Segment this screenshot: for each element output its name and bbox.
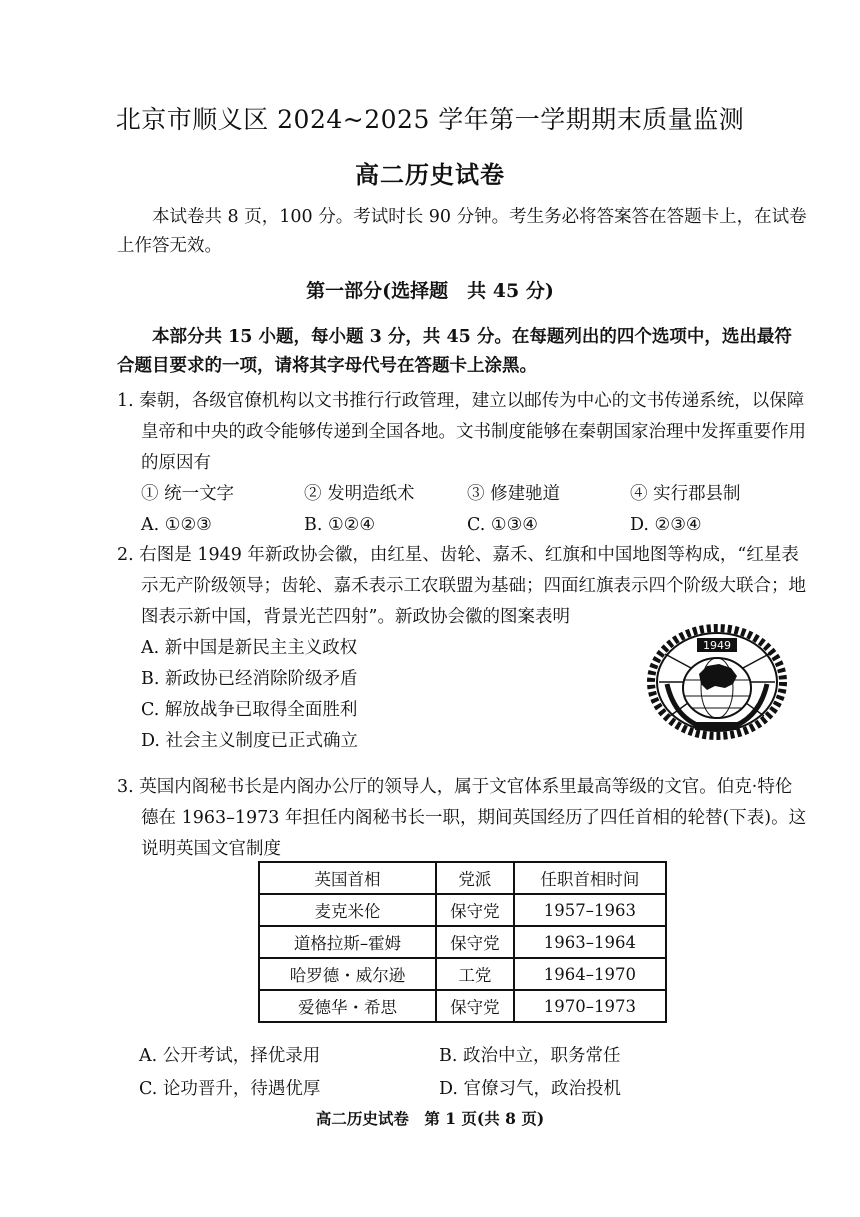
table-row	[259, 958, 666, 990]
question-1-option-d: D. ②③④	[630, 515, 702, 535]
table-header-row	[259, 862, 666, 894]
question-1-item: ② 发明造纸术	[304, 484, 415, 504]
table-cell: 1957–1963	[514, 894, 666, 926]
part-description: 本部分共 15 小题，每小题 3 分，共 45 分。在每题列出的四个选项中，选出最符合题目要求的一项，请将其字母代号在答题卡上涂黑。	[117, 327, 792, 376]
question-1-items	[117, 479, 807, 510]
question-3-option-c: C. 论功晋升，待遇优厚	[139, 1079, 321, 1099]
table-cell: 哈罗德・威尔逊	[259, 958, 436, 990]
question-3-text: 3. 英国内阁秘书长是内阁办公厅的领导人，属于文官体系里最高等级的文官。伯克·特伦德在 1963–1973 年担任内阁秘书长一职，期间英国经历了四任首相的轮替(下表)。这说明英国文官制度	[117, 777, 807, 859]
question-3-option-d: D. 官僚习气，政治投机	[439, 1079, 622, 1099]
question-3	[117, 772, 807, 865]
exam-title: 北京市顺义区 2024~2025 学年第一学期期末质量监测	[115, 105, 745, 134]
question-1-option-c: C. ①③④	[467, 515, 538, 535]
table-cell: 1964–1970	[514, 958, 666, 990]
question-3-options	[139, 1040, 739, 1106]
question-1-options	[117, 510, 807, 541]
exam-subtitle: 高二历史试卷	[355, 160, 505, 189]
part-title: 第一部分(选择题 共 45 分)	[306, 280, 554, 302]
table-cell: 道格拉斯–霍姆	[259, 926, 436, 958]
table-header: 任职首相时间	[514, 862, 666, 894]
prime-minister-table	[258, 861, 667, 1023]
question-1-option-b: B. ①②④	[304, 515, 376, 535]
table-cell: 1963–1964	[514, 926, 666, 958]
question-2-option-b: B. 新政协已经消除阶级矛盾	[141, 669, 358, 689]
table-row	[259, 990, 666, 1022]
page-footer: 高二历史试卷 第 1 页(共 8 页)	[315, 1109, 545, 1128]
table-cell: 保守党	[436, 894, 514, 926]
question-1-option-a: A. ①②③	[141, 515, 212, 535]
question-3-option-a: A. 公开考试，择优录用	[139, 1046, 321, 1066]
question-1-item: ① 统一文字	[141, 484, 235, 504]
question-1-item: ④ 实行郡县制	[630, 484, 741, 504]
table-row	[259, 926, 666, 958]
table-cell: 麦克米伦	[259, 894, 436, 926]
table-cell: 爱德华・希思	[259, 990, 436, 1022]
question-1-item: ③ 修建驰道	[467, 484, 561, 504]
table-cell: 工党	[436, 958, 514, 990]
emblem-year-label: 1949	[703, 639, 731, 652]
question-2-option-d: D. 社会主义制度已正式确立	[141, 731, 359, 751]
question-2-text: 2. 右图是 1949 年新政协会徽，由红星、齿轮、嘉禾、红旗和中国地图等构成，“红星表示无产阶级领导；齿轮、嘉禾表示工农联盟为基础；四面红旗表示四个阶级大联合；地图表示新中国，背景光芒四射”。新政协会徽的图案表明	[117, 545, 806, 627]
question-2-option-a: A. 新中国是新民主主义政权	[141, 638, 358, 658]
table-row	[259, 894, 666, 926]
exam-intro: 本试卷共 8 页，100 分。考试时长 90 分钟。考生务必将答案答在答题卡上，在试卷上作答无效。	[117, 207, 807, 256]
table-cell: 保守党	[436, 926, 514, 958]
question-1	[117, 386, 807, 541]
table-cell: 1970–1973	[514, 990, 666, 1022]
question-1-text: 1. 秦朝，各级官僚机构以文书推行行政管理，建立以邮传为中心的文书传递系统，以保障皇帝和中央的政令能够传递到全国各地。文书制度能够在秦朝国家治理中发挥重要作用的原因有	[117, 391, 806, 473]
cppcc-emblem-image	[645, 624, 790, 742]
question-3-option-b: B. 政治中立，职务常任	[439, 1046, 621, 1066]
table-cell: 保守党	[436, 990, 514, 1022]
question-2-option-c: C. 解放战争已取得全面胜利	[141, 700, 358, 720]
table-header: 英国首相	[259, 862, 436, 894]
table-header: 党派	[436, 862, 514, 894]
